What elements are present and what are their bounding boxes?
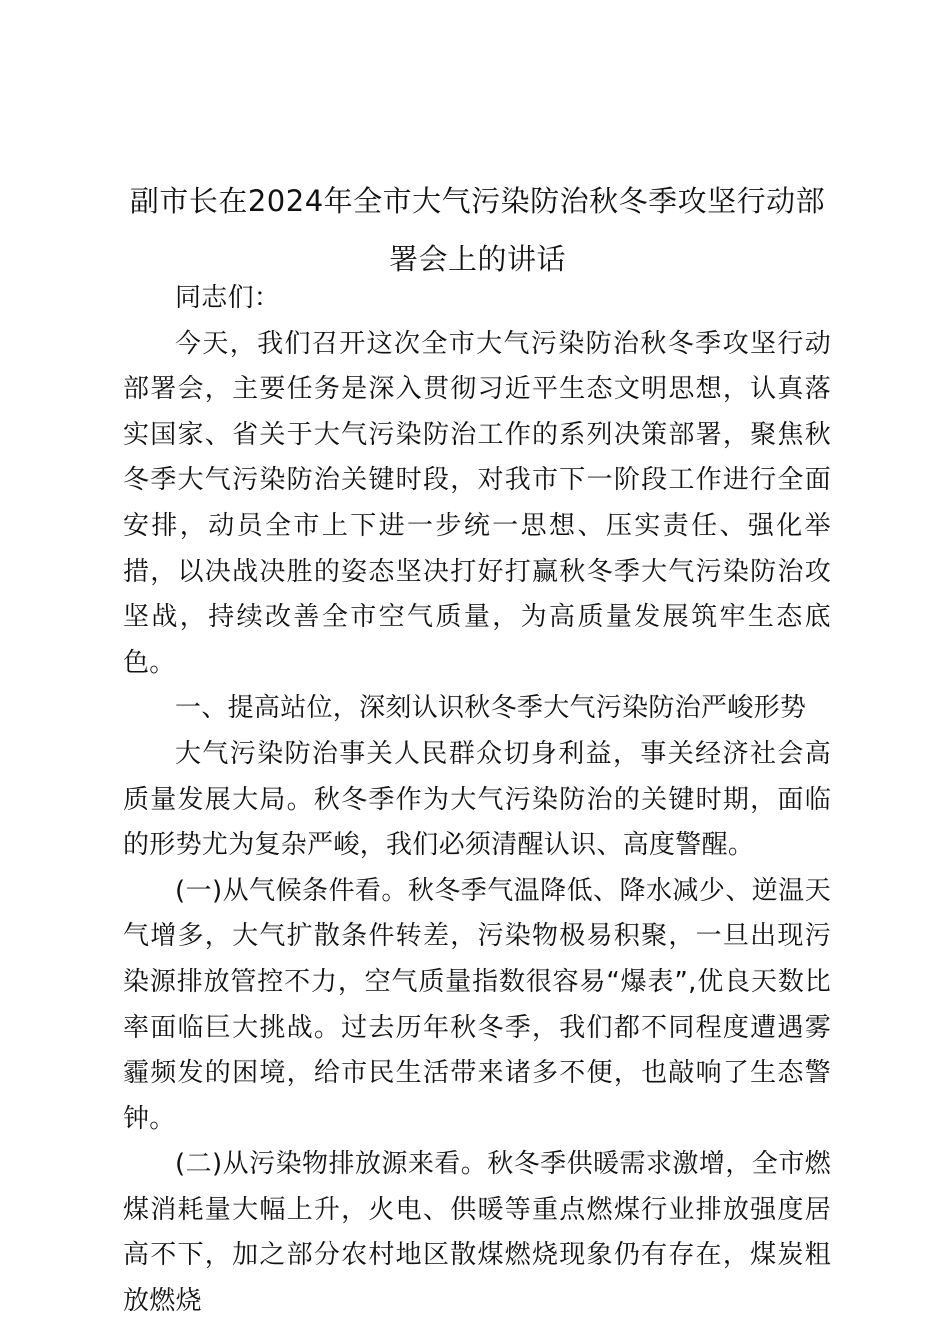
salutation: 同志们：	[175, 283, 281, 313]
paragraph-climate: (一)从气候条件看。秋冬季气温降低、降水减少、逆温天气增多，大气扩散条件转差，污染物极易积聚，一旦出现污染源排放管控不力，空气质量指数很容易“爆表”,优良天数比率面临巨大挑战。过去历年秋冬季，我们都不同程度遭遇雾霾频发的困境，给市民生活带来诸多不便，也敲响了生态警钟。	[123, 875, 831, 1134]
section-heading-1: 一、提高站位，深刻认识秋冬季大气污染防治严峻形势	[175, 693, 807, 724]
paragraph-emission-sources: (二)从污染物排放源来看。秋冬季供暖需求激增，全市燃煤消耗量大幅上升，火电、供暖等重点燃煤行业排放强度居高不下，加之部分农村地区散煤燃烧现象仍有存在，煤炭粗放燃烧	[123, 1149, 831, 1317]
document-body	[123, 276, 831, 1325]
paragraph-section-1: 大气污染防治事关人民群众切身利益，事关经济社会高质量发展大局。秋冬季作为大气污染防治的关键时期，面临的形势尤为复杂严峻，我们必须清醒认识、高度警醒。	[123, 738, 831, 861]
paragraph-intro: 今天，我们召开这次全市大气污染防治秋冬季攻坚行动部署会，主要任务是深入贯彻习近平生态文明思想，认真落实国家、省关于大气污染防治工作的系列决策部署，聚焦秋冬季大气污染防治关键时段，对我市下一阶段工作进行全面安排，动员全市上下进一步统一思想、压实责任、强化举措，以决战决胜的姿态坚决打好打赢秋冬季大气污染防治攻坚战，持续改善全市空气质量，为高质量发展筑牢生态底色。	[123, 328, 831, 678]
document-title: 副市长在2024年全市大气污染防治秋冬季攻坚行动部署会上的讲话	[129, 184, 826, 276]
